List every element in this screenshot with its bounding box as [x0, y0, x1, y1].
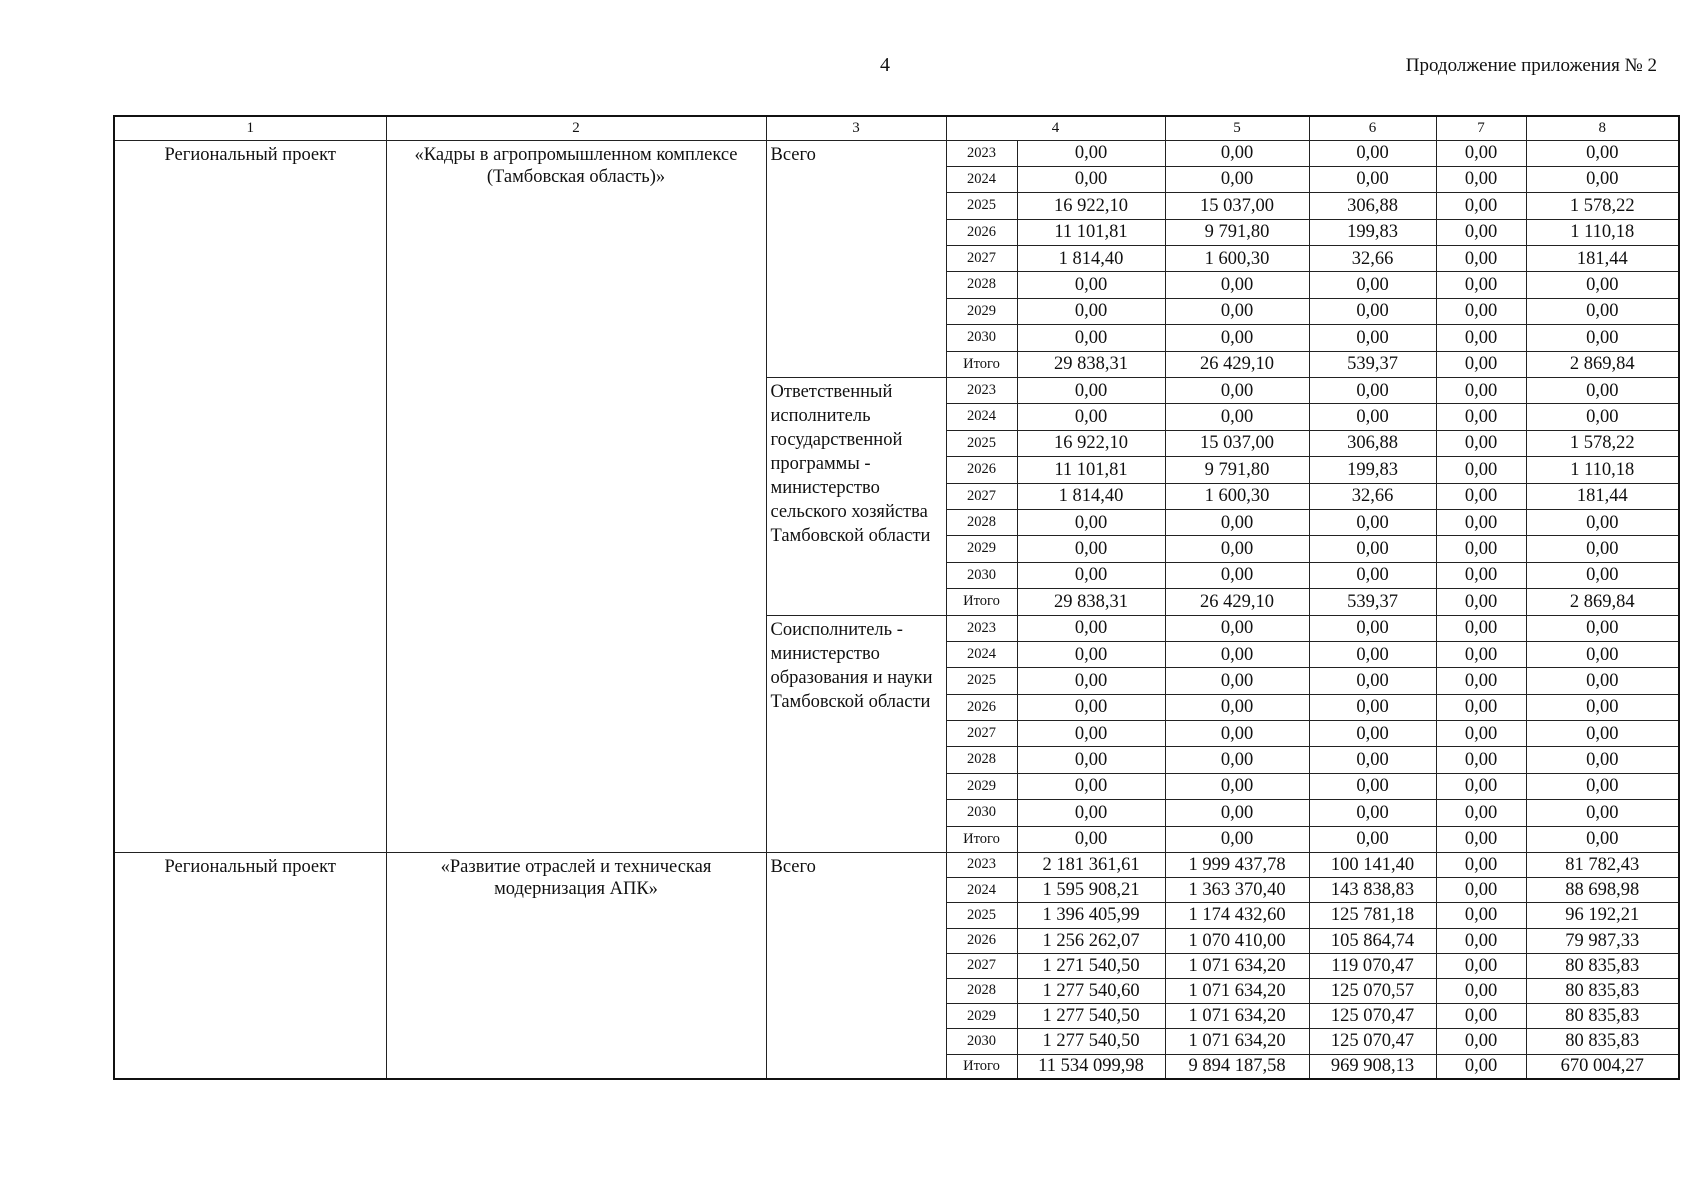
- value-cell: 0,00: [1436, 536, 1526, 562]
- value-cell: 181,44: [1526, 483, 1679, 509]
- value-cell: 0,00: [1165, 272, 1309, 298]
- project-type-cell: Региональный проект: [114, 140, 386, 853]
- header-cell: 1: [114, 116, 386, 140]
- value-cell: 0,00: [1165, 694, 1309, 720]
- value-cell: 0,00: [1436, 953, 1526, 978]
- executor-cell: Всего: [766, 140, 946, 378]
- value-cell: 0,00: [1017, 404, 1165, 430]
- value-cell: 0,00: [1436, 1029, 1526, 1054]
- year-cell: 2024: [946, 166, 1017, 192]
- value-cell: 0,00: [1526, 615, 1679, 641]
- executor-cell: Всего: [766, 853, 946, 1080]
- value-cell: 26 429,10: [1165, 351, 1309, 377]
- value-cell: 0,00: [1526, 747, 1679, 773]
- value-cell: 0,00: [1309, 562, 1436, 588]
- value-cell: 0,00: [1165, 140, 1309, 166]
- value-cell: 0,00: [1017, 562, 1165, 588]
- value-cell: 1 071 634,20: [1165, 953, 1309, 978]
- value-cell: 0,00: [1436, 826, 1526, 852]
- value-cell: 0,00: [1526, 826, 1679, 852]
- value-cell: 0,00: [1526, 166, 1679, 192]
- value-cell: 0,00: [1017, 298, 1165, 324]
- value-cell: 1 256 262,07: [1017, 928, 1165, 953]
- value-cell: 0,00: [1436, 140, 1526, 166]
- value-cell: 0,00: [1017, 536, 1165, 562]
- year-cell: Итого: [946, 351, 1017, 377]
- value-cell: 306,88: [1309, 430, 1436, 456]
- value-cell: 0,00: [1017, 773, 1165, 799]
- executor-cell: Соисполнитель - министерство образования и науки Тамбовской области: [766, 615, 946, 853]
- value-cell: 1 277 540,50: [1017, 1004, 1165, 1029]
- year-cell: 2023: [946, 378, 1017, 404]
- value-cell: 1 271 540,50: [1017, 953, 1165, 978]
- value-cell: 0,00: [1165, 378, 1309, 404]
- value-cell: 79 987,33: [1526, 928, 1679, 953]
- value-cell: 0,00: [1017, 800, 1165, 826]
- value-cell: 0,00: [1436, 378, 1526, 404]
- value-cell: 0,00: [1526, 773, 1679, 799]
- value-cell: 0,00: [1436, 589, 1526, 615]
- value-cell: 0,00: [1309, 140, 1436, 166]
- value-cell: 0,00: [1165, 826, 1309, 852]
- value-cell: 15 037,00: [1165, 193, 1309, 219]
- value-cell: 125 070,47: [1309, 1029, 1436, 1054]
- value-cell: 0,00: [1526, 140, 1679, 166]
- value-cell: 125 070,47: [1309, 1004, 1436, 1029]
- value-cell: 0,00: [1017, 166, 1165, 192]
- value-cell: 0,00: [1436, 272, 1526, 298]
- value-cell: 0,00: [1309, 721, 1436, 747]
- value-cell: 0,00: [1436, 721, 1526, 747]
- value-cell: 0,00: [1436, 404, 1526, 430]
- year-cell: 2025: [946, 430, 1017, 456]
- value-cell: 0,00: [1526, 536, 1679, 562]
- value-cell: 0,00: [1436, 1054, 1526, 1079]
- value-cell: 1 600,30: [1165, 483, 1309, 509]
- value-cell: 0,00: [1165, 668, 1309, 694]
- value-cell: 0,00: [1309, 773, 1436, 799]
- value-cell: 0,00: [1526, 378, 1679, 404]
- year-cell: 2029: [946, 536, 1017, 562]
- year-cell: 2023: [946, 140, 1017, 166]
- value-cell: 80 835,83: [1526, 1004, 1679, 1029]
- value-cell: 0,00: [1165, 721, 1309, 747]
- value-cell: 0,00: [1017, 272, 1165, 298]
- value-cell: 0,00: [1526, 298, 1679, 324]
- header-cell: 5: [1165, 116, 1309, 140]
- value-cell: 96 192,21: [1526, 903, 1679, 928]
- value-cell: 0,00: [1436, 457, 1526, 483]
- value-cell: 81 782,43: [1526, 853, 1679, 878]
- value-cell: 80 835,83: [1526, 953, 1679, 978]
- value-cell: 539,37: [1309, 589, 1436, 615]
- value-cell: 1 396 405,99: [1017, 903, 1165, 928]
- value-cell: 0,00: [1526, 800, 1679, 826]
- year-cell: 2025: [946, 668, 1017, 694]
- value-cell: 181,44: [1526, 246, 1679, 272]
- value-cell: 0,00: [1526, 325, 1679, 351]
- value-cell: 0,00: [1526, 668, 1679, 694]
- value-cell: 1 110,18: [1526, 457, 1679, 483]
- value-cell: 0,00: [1436, 166, 1526, 192]
- value-cell: 0,00: [1436, 978, 1526, 1003]
- funding-table: [113, 115, 1680, 1080]
- year-cell: 2030: [946, 325, 1017, 351]
- value-cell: 0,00: [1165, 166, 1309, 192]
- value-cell: 0,00: [1436, 853, 1526, 878]
- value-cell: 0,00: [1436, 928, 1526, 953]
- value-cell: 0,00: [1165, 509, 1309, 535]
- page-number: 4: [880, 54, 890, 76]
- value-cell: 119 070,47: [1309, 953, 1436, 978]
- value-cell: 670 004,27: [1526, 1054, 1679, 1079]
- value-cell: 0,00: [1436, 641, 1526, 667]
- value-cell: 9 791,80: [1165, 457, 1309, 483]
- value-cell: 0,00: [1165, 615, 1309, 641]
- year-cell: Итого: [946, 1054, 1017, 1079]
- value-cell: 143 838,83: [1309, 878, 1436, 903]
- value-cell: 29 838,31: [1017, 589, 1165, 615]
- year-cell: 2023: [946, 615, 1017, 641]
- value-cell: 0,00: [1309, 668, 1436, 694]
- value-cell: 0,00: [1436, 483, 1526, 509]
- value-cell: 1 578,22: [1526, 430, 1679, 456]
- year-cell: 2024: [946, 641, 1017, 667]
- value-cell: 0,00: [1165, 325, 1309, 351]
- year-cell: 2029: [946, 298, 1017, 324]
- value-cell: 125 781,18: [1309, 903, 1436, 928]
- value-cell: 100 141,40: [1309, 853, 1436, 878]
- header-cell: 2: [386, 116, 766, 140]
- value-cell: 1 070 410,00: [1165, 928, 1309, 953]
- value-cell: 0,00: [1017, 747, 1165, 773]
- value-cell: 0,00: [1526, 562, 1679, 588]
- value-cell: 2 869,84: [1526, 589, 1679, 615]
- value-cell: 1 999 437,78: [1165, 853, 1309, 878]
- year-cell: 2028: [946, 272, 1017, 298]
- value-cell: 306,88: [1309, 193, 1436, 219]
- value-cell: 29 838,31: [1017, 351, 1165, 377]
- header-cell: 3: [766, 116, 946, 140]
- project-name-cell: «Кадры в агропромышленном комплексе (Тамбовская область)»: [386, 140, 766, 853]
- value-cell: 0,00: [1309, 298, 1436, 324]
- value-cell: 11 101,81: [1017, 219, 1165, 245]
- value-cell: 0,00: [1309, 826, 1436, 852]
- value-cell: 0,00: [1436, 562, 1526, 588]
- value-cell: 0,00: [1165, 298, 1309, 324]
- value-cell: 0,00: [1526, 272, 1679, 298]
- value-cell: 9 791,80: [1165, 219, 1309, 245]
- value-cell: 1 110,18: [1526, 219, 1679, 245]
- value-cell: 0,00: [1017, 378, 1165, 404]
- value-cell: 199,83: [1309, 219, 1436, 245]
- value-cell: 2 869,84: [1526, 351, 1679, 377]
- value-cell: 0,00: [1436, 615, 1526, 641]
- value-cell: 0,00: [1017, 694, 1165, 720]
- year-cell: 2028: [946, 509, 1017, 535]
- continuation-note: Продолжение приложения № 2: [1405, 55, 1657, 76]
- value-cell: 0,00: [1526, 509, 1679, 535]
- value-cell: 0,00: [1309, 747, 1436, 773]
- value-cell: 11 534 099,98: [1017, 1054, 1165, 1079]
- value-cell: 88 698,98: [1526, 878, 1679, 903]
- year-cell: 2023: [946, 853, 1017, 878]
- value-cell: 1 578,22: [1526, 193, 1679, 219]
- value-cell: 80 835,83: [1526, 978, 1679, 1003]
- value-cell: 0,00: [1436, 694, 1526, 720]
- value-cell: 0,00: [1309, 272, 1436, 298]
- value-cell: 0,00: [1526, 694, 1679, 720]
- value-cell: 125 070,57: [1309, 978, 1436, 1003]
- value-cell: 2 181 361,61: [1017, 853, 1165, 878]
- value-cell: 80 835,83: [1526, 1029, 1679, 1054]
- value-cell: 1 174 432,60: [1165, 903, 1309, 928]
- value-cell: 0,00: [1526, 641, 1679, 667]
- table-body: [114, 116, 1679, 1079]
- table-row: [114, 140, 1679, 166]
- value-cell: 0,00: [1165, 536, 1309, 562]
- value-cell: 0,00: [1436, 298, 1526, 324]
- value-cell: 0,00: [1165, 773, 1309, 799]
- value-cell: 0,00: [1017, 509, 1165, 535]
- value-cell: 0,00: [1017, 826, 1165, 852]
- header-cell: 8: [1526, 116, 1679, 140]
- value-cell: 0,00: [1017, 721, 1165, 747]
- header-cell: 4: [946, 116, 1165, 140]
- value-cell: 26 429,10: [1165, 589, 1309, 615]
- value-cell: 0,00: [1436, 430, 1526, 456]
- year-cell: Итого: [946, 826, 1017, 852]
- value-cell: 0,00: [1017, 641, 1165, 667]
- value-cell: 0,00: [1017, 140, 1165, 166]
- value-cell: 0,00: [1526, 721, 1679, 747]
- table-row: [114, 853, 1679, 878]
- value-cell: 199,83: [1309, 457, 1436, 483]
- value-cell: 0,00: [1309, 536, 1436, 562]
- value-cell: 16 922,10: [1017, 193, 1165, 219]
- value-cell: 0,00: [1436, 509, 1526, 535]
- value-cell: 0,00: [1165, 641, 1309, 667]
- value-cell: 105 864,74: [1309, 928, 1436, 953]
- year-cell: 2027: [946, 953, 1017, 978]
- year-cell: 2026: [946, 694, 1017, 720]
- value-cell: 0,00: [1309, 694, 1436, 720]
- value-cell: 0,00: [1017, 615, 1165, 641]
- value-cell: 15 037,00: [1165, 430, 1309, 456]
- value-cell: 32,66: [1309, 483, 1436, 509]
- value-cell: 0,00: [1165, 562, 1309, 588]
- year-cell: 2024: [946, 404, 1017, 430]
- value-cell: 0,00: [1017, 325, 1165, 351]
- executor-cell: Ответственный исполнитель государственной программы - министерство сельского хозяйства Тамбовской области: [766, 378, 946, 616]
- value-cell: 0,00: [1309, 378, 1436, 404]
- value-cell: 0,00: [1165, 404, 1309, 430]
- value-cell: 1 600,30: [1165, 246, 1309, 272]
- year-cell: 2030: [946, 800, 1017, 826]
- value-cell: 0,00: [1436, 800, 1526, 826]
- year-cell: 2027: [946, 246, 1017, 272]
- year-cell: 2027: [946, 721, 1017, 747]
- value-cell: 0,00: [1436, 747, 1526, 773]
- value-cell: 0,00: [1436, 773, 1526, 799]
- value-cell: 0,00: [1309, 166, 1436, 192]
- value-cell: 1 277 540,50: [1017, 1029, 1165, 1054]
- value-cell: 969 908,13: [1309, 1054, 1436, 1079]
- header-cell: 7: [1436, 116, 1526, 140]
- value-cell: 32,66: [1309, 246, 1436, 272]
- value-cell: 0,00: [1309, 615, 1436, 641]
- value-cell: 0,00: [1436, 668, 1526, 694]
- year-cell: 2026: [946, 457, 1017, 483]
- year-cell: 2026: [946, 928, 1017, 953]
- value-cell: 1 814,40: [1017, 246, 1165, 272]
- year-cell: 2028: [946, 747, 1017, 773]
- value-cell: 1 363 370,40: [1165, 878, 1309, 903]
- header-row: [114, 116, 1679, 140]
- project-name-cell: «Развитие отраслей и техническая модернизация АПК»: [386, 853, 766, 1080]
- value-cell: 1 814,40: [1017, 483, 1165, 509]
- value-cell: 0,00: [1436, 878, 1526, 903]
- value-cell: 0,00: [1436, 325, 1526, 351]
- value-cell: 0,00: [1526, 404, 1679, 430]
- year-cell: 2029: [946, 1004, 1017, 1029]
- value-cell: 0,00: [1436, 193, 1526, 219]
- value-cell: 1 277 540,60: [1017, 978, 1165, 1003]
- value-cell: 0,00: [1309, 325, 1436, 351]
- year-cell: 2025: [946, 193, 1017, 219]
- value-cell: 0,00: [1436, 351, 1526, 377]
- year-cell: 2029: [946, 773, 1017, 799]
- year-cell: 2028: [946, 978, 1017, 1003]
- value-cell: 16 922,10: [1017, 430, 1165, 456]
- year-cell: 2030: [946, 562, 1017, 588]
- value-cell: 0,00: [1436, 219, 1526, 245]
- value-cell: 0,00: [1309, 404, 1436, 430]
- value-cell: 11 101,81: [1017, 457, 1165, 483]
- value-cell: 539,37: [1309, 351, 1436, 377]
- header-cell: 6: [1309, 116, 1436, 140]
- value-cell: 1 071 634,20: [1165, 1029, 1309, 1054]
- year-cell: 2024: [946, 878, 1017, 903]
- value-cell: 1 071 634,20: [1165, 978, 1309, 1003]
- value-cell: 0,00: [1309, 800, 1436, 826]
- year-cell: 2025: [946, 903, 1017, 928]
- year-cell: Итого: [946, 589, 1017, 615]
- year-cell: 2027: [946, 483, 1017, 509]
- value-cell: 9 894 187,58: [1165, 1054, 1309, 1079]
- project-type-cell: Региональный проект: [114, 853, 386, 1080]
- year-cell: 2026: [946, 219, 1017, 245]
- value-cell: 0,00: [1436, 246, 1526, 272]
- value-cell: 0,00: [1436, 903, 1526, 928]
- value-cell: 0,00: [1165, 747, 1309, 773]
- value-cell: 1 595 908,21: [1017, 878, 1165, 903]
- value-cell: 0,00: [1165, 800, 1309, 826]
- value-cell: 1 071 634,20: [1165, 1004, 1309, 1029]
- year-cell: 2030: [946, 1029, 1017, 1054]
- value-cell: 0,00: [1017, 668, 1165, 694]
- value-cell: 0,00: [1436, 1004, 1526, 1029]
- value-cell: 0,00: [1309, 641, 1436, 667]
- value-cell: 0,00: [1309, 509, 1436, 535]
